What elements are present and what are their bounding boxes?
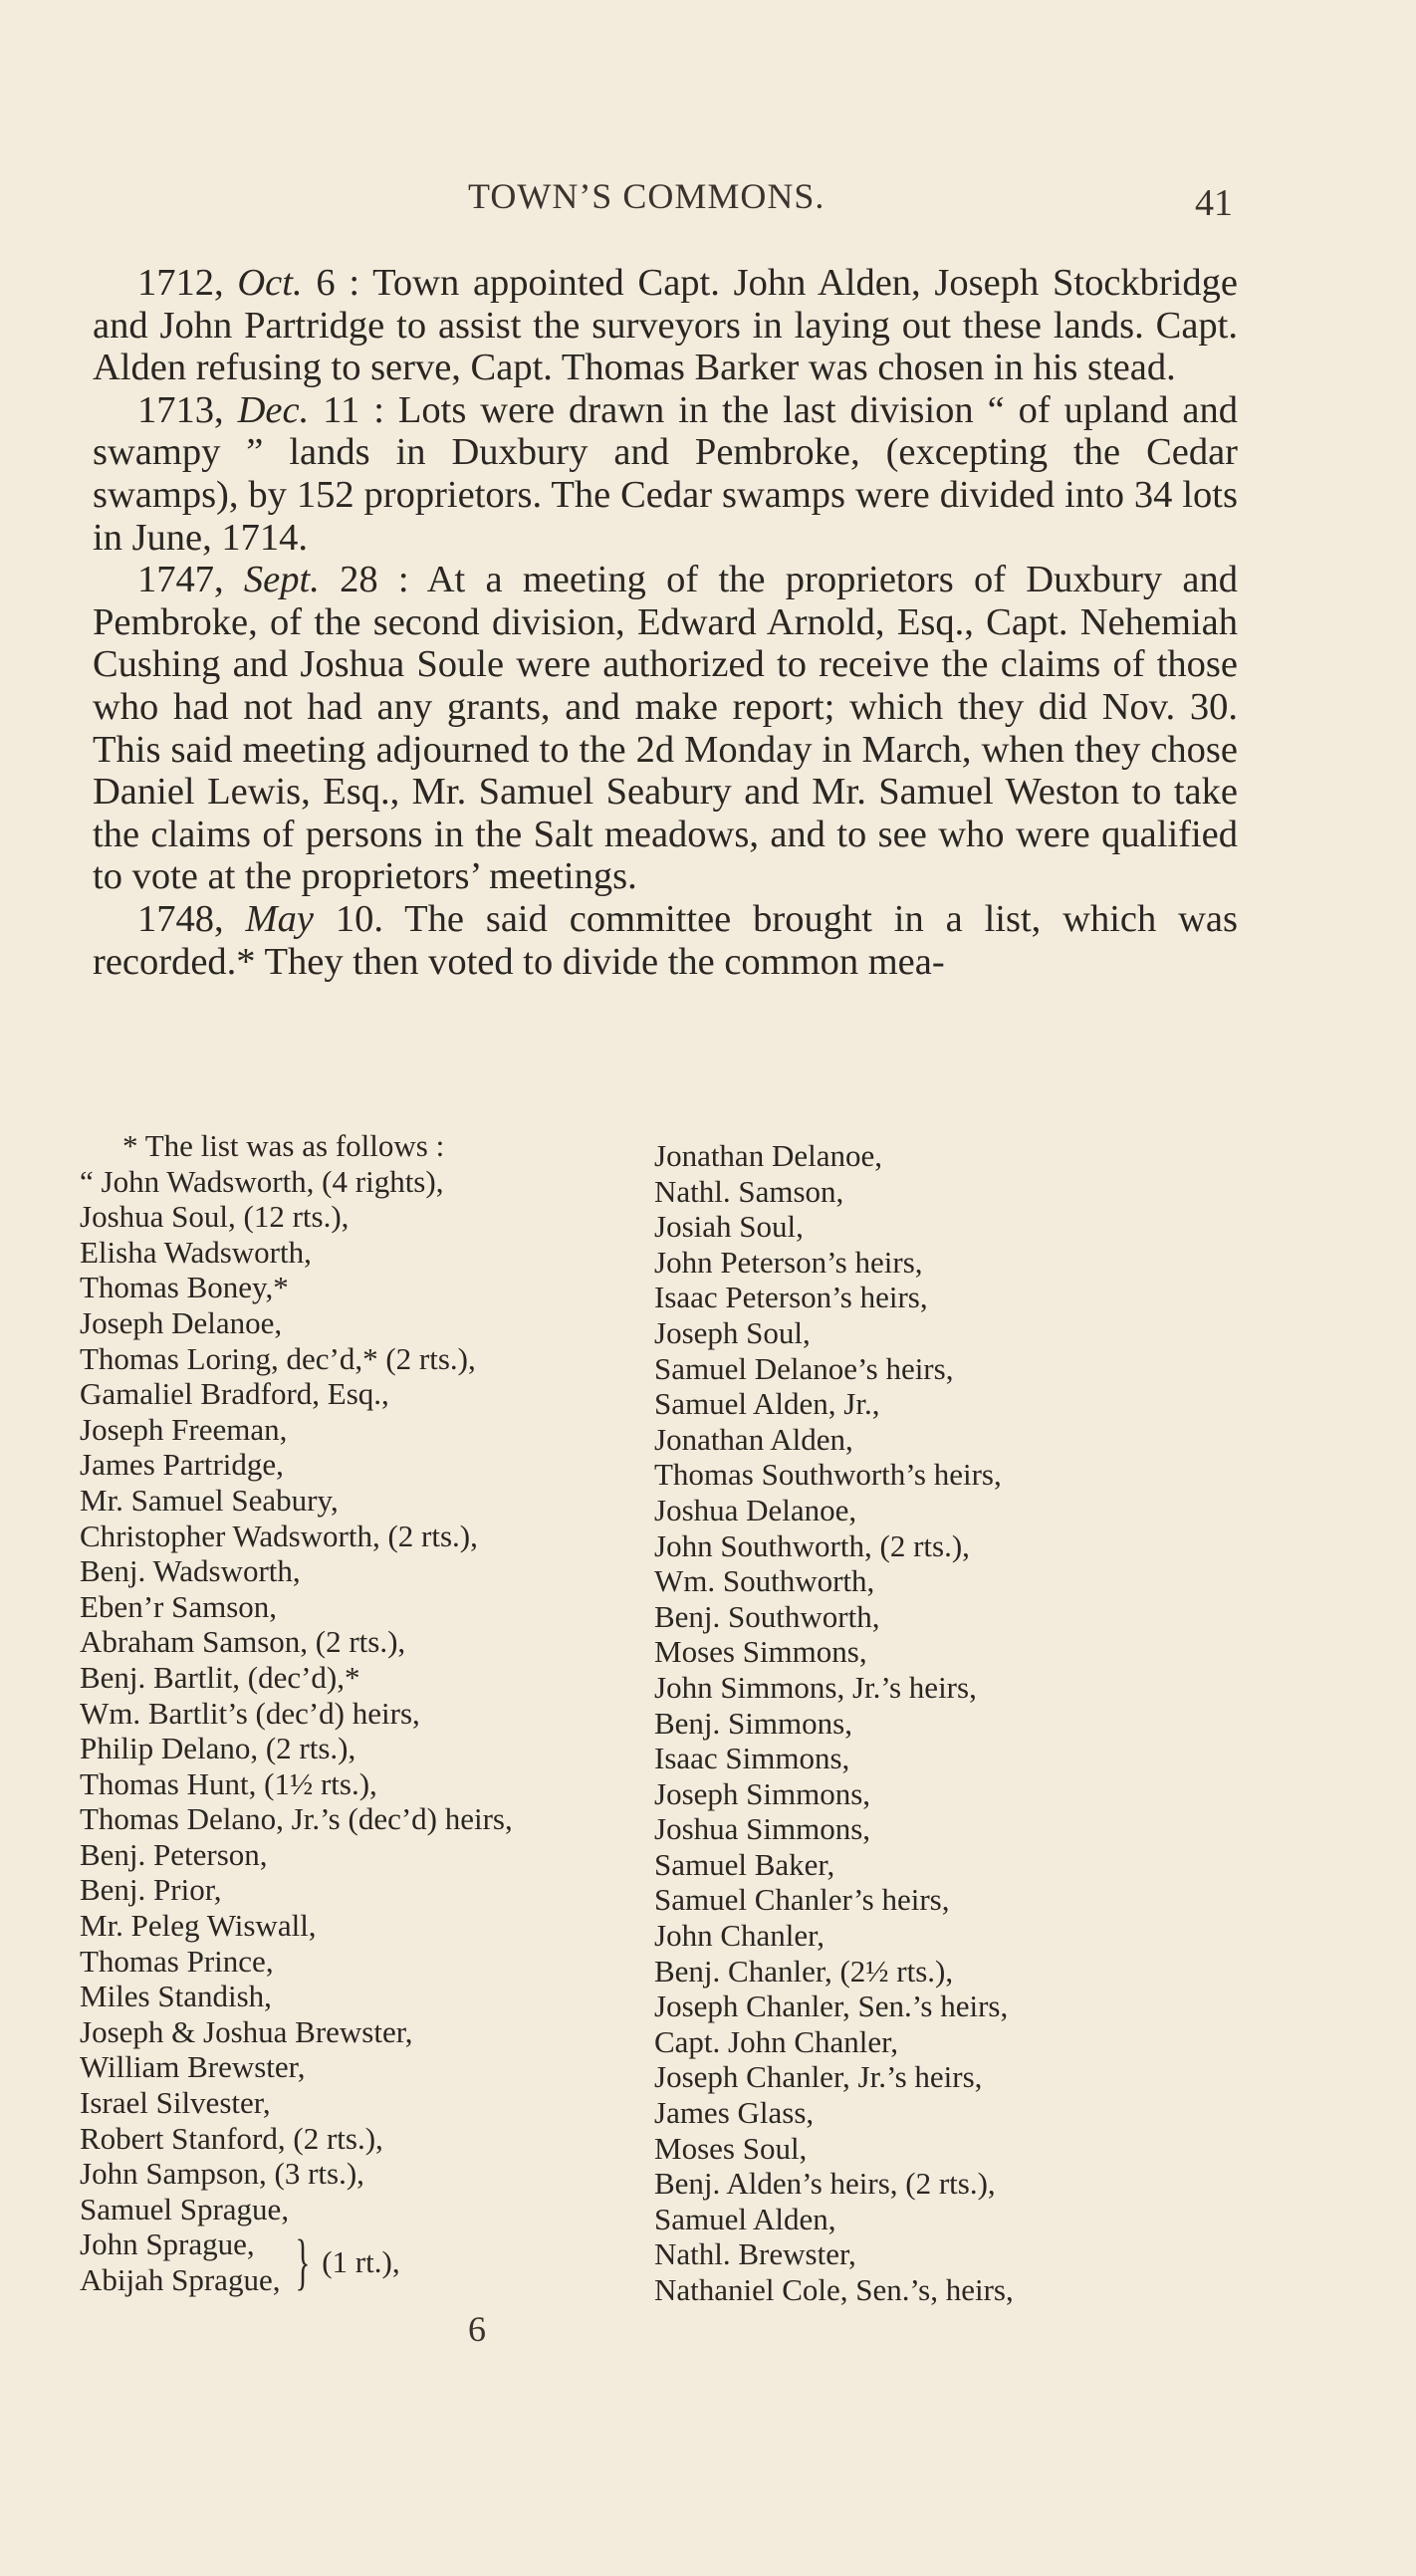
list-item: Thomas Prince,: [80, 1943, 274, 1979]
list-item: Benj. Prior,: [80, 1872, 222, 1908]
list-item: Benj. Peterson,: [80, 1836, 268, 1872]
list-item: Nathl. Samson,: [654, 1173, 844, 1209]
list-item: Joseph Soul,: [654, 1314, 811, 1350]
list-item: Mr. Peleg Wiswall,: [80, 1908, 317, 1944]
list-item: Benj. Alden’s heirs, (2 rts.),: [654, 2166, 996, 2202]
list-item: Joseph Chanler, Sen.’s heirs,: [654, 1989, 1009, 2024]
list-item: Wm. Southworth,: [654, 1563, 875, 1599]
list-item: John Sprague,: [80, 2226, 255, 2262]
list-item: John Chanler,: [654, 1918, 825, 1954]
list-item: Jonathan Alden,: [654, 1421, 853, 1457]
para-text: 10. The said committee brought in a list, which was recorded.* They then voted to divide the common mea-: [93, 897, 1239, 983]
list-item: Christopher Wadsworth, (2 rts.),: [80, 1518, 478, 1553]
list-item: Joseph Freeman,: [80, 1411, 288, 1447]
right-name-list: [654, 1138, 1331, 2308]
list-item: Samuel Chanler’s heirs,: [654, 1882, 950, 1918]
list-item: Thomas Southworth’s heirs,: [654, 1457, 1002, 1493]
signature-mark: 6: [468, 2309, 486, 2349]
list-item: James Partridge,: [80, 1447, 284, 1483]
list-item: Samuel Alden,: [654, 2201, 836, 2236]
para-date: May: [245, 897, 314, 940]
list-item: John Peterson’s heirs,: [654, 1244, 923, 1280]
list-item: John Simmons, Jr.’s heirs,: [654, 1669, 977, 1705]
list-item: Benj. Chanler, (2½ rts.),: [654, 1953, 954, 1989]
list-item: “ John Wadsworth, (4 rights),: [80, 1163, 444, 1199]
page-header: [0, 175, 1416, 225]
para-date: Sept.: [243, 559, 320, 601]
list-item: Samuel Delanoe’s heirs,: [654, 1350, 954, 1386]
list-item: Thomas Hunt, (1½ rts.),: [80, 1765, 377, 1801]
list-item: Wm. Bartlit’s (dec’d) heirs,: [80, 1695, 420, 1731]
list-item: Abraham Samson, (2 rts.),: [80, 1624, 406, 1660]
list-item: Moses Soul,: [654, 2130, 808, 2166]
list-item: Philip Delano, (2 rts.),: [80, 1731, 356, 1766]
list-item: Samuel Baker,: [654, 1846, 835, 1882]
para-year: 1747,: [137, 559, 244, 601]
list-item: Abijah Sprague,: [80, 2262, 281, 2297]
list-item: Josiah Soul,: [654, 1209, 804, 1245]
list-item: William Brewster,: [80, 2049, 306, 2085]
list-item: Gamaliel Bradford, Esq.,: [80, 1376, 389, 1412]
list-item: Eben’r Samson,: [80, 1588, 278, 1624]
list-item: Joseph & Joshua Brewster,: [80, 2013, 413, 2049]
para-year: 1713,: [137, 388, 238, 431]
list-item: Samuel Alden, Jr.,: [654, 1386, 880, 1422]
list-item: Joshua Delanoe,: [654, 1492, 857, 1527]
left-name-list: [80, 1164, 647, 2227]
list-item: Miles Standish,: [80, 1979, 272, 2014]
list-item: Robert Stanford, (2 rts.),: [80, 2120, 383, 2156]
body-text: [93, 262, 1238, 983]
brace-icon: }: [295, 2228, 311, 2296]
list-item: Samuel Sprague,: [80, 2191, 290, 2226]
list-item: James Glass,: [654, 2095, 815, 2131]
paragraph-1713: [93, 389, 1238, 559]
list-item: Jonathan Delanoe,: [654, 1138, 882, 1173]
footnote-list: [0, 1128, 1416, 2373]
list-item: Joshua Soul, (12 rts.),: [80, 1199, 350, 1235]
list-item: Elisha Wadsworth,: [80, 1234, 312, 1270]
para-date: Dec.: [237, 388, 310, 431]
para-year: 1748,: [137, 897, 246, 940]
list-item: Israel Silvester,: [80, 2085, 271, 2121]
para-year: 1712,: [137, 262, 238, 304]
list-item: Isaac Peterson’s heirs,: [654, 1280, 928, 1315]
list-item: Mr. Samuel Seabury,: [80, 1482, 339, 1518]
page-number: 41: [1195, 182, 1233, 224]
paragraph-1747: [93, 559, 1238, 898]
footnote-left-column: [80, 1128, 647, 2298]
para-text: 28 : At a meeting of the proprietors of Duxbury and Pembroke, of the second division, Edward Arnold, Esq., Capt. Nehemiah Cushing and Joshua Soule were authorized to receive the claims of those who had not had any grants, and make report; which they did Nov. 30. This said meeting adjourned to the 2d Monday in March, when they chose Daniel Lewis, Esq., Mr. Samuel Seabury and Mr. Samuel Weston to take the claims of persons in the Salt meadows, and to see who were qualified to vote at the proprietors’ meetings.: [93, 559, 1239, 898]
brace-group: [80, 2226, 647, 2297]
brace-label: (1 rt.),: [322, 2244, 400, 2280]
list-item: Capt. John Chanler,: [654, 2023, 899, 2059]
brace-names: [80, 2226, 280, 2297]
list-item: Thomas Loring, dec’d,* (2 rts.),: [80, 1340, 476, 1376]
para-text: 6 : Town appointed Capt. John Alden, Joseph Stockbridge and John Partridge to assist the surveyors in laying out these lands. Capt. Alden refusing to serve, Capt. Thomas Barker was chosen in his stead.: [93, 262, 1239, 389]
list-item: Nathl. Brewster,: [654, 2236, 856, 2272]
list-item: Joshua Simmons,: [654, 1811, 871, 1847]
footnote-right-column: [654, 1138, 1331, 2308]
list-item: Benj. Simmons,: [654, 1705, 852, 1741]
list-item: Thomas Boney,*: [80, 1270, 289, 1305]
list-item: Joseph Delanoe,: [80, 1304, 283, 1340]
list-item: Thomas Delano, Jr.’s (dec’d) heirs,: [80, 1801, 513, 1837]
paragraph-1748: [93, 898, 1238, 983]
running-head: TOWN’S COMMONS.: [468, 176, 826, 216]
para-date: Oct.: [237, 262, 303, 304]
list-item: Benj. Wadsworth,: [80, 1553, 301, 1589]
list-item: Benj. Southworth,: [654, 1598, 880, 1634]
list-item: Joseph Simmons,: [654, 1775, 871, 1811]
list-item: Benj. Bartlit, (dec’d),*: [80, 1659, 360, 1695]
list-item: Nathaniel Cole, Sen.’s, heirs,: [654, 2272, 1014, 2307]
footnote-intro: * The list was as follows :: [122, 1128, 445, 1163]
paragraph-1712: [93, 262, 1238, 389]
para-text: 11 : Lots were drawn in the last division “ of upland and swampy ” lands in Duxbury and Pembroke, (excepting the Cedar swamps), by 152 proprietors. The Cedar swamps were divided into 34 lots in June, 1714.: [93, 388, 1239, 559]
list-item: Joseph Chanler, Jr.’s heirs,: [654, 2059, 983, 2095]
list-item: John Southworth, (2 rts.),: [654, 1527, 970, 1563]
list-item: Moses Simmons,: [654, 1634, 867, 1670]
list-item: John Sampson, (3 rts.),: [80, 2156, 364, 2192]
list-item: Isaac Simmons,: [654, 1741, 850, 1776]
